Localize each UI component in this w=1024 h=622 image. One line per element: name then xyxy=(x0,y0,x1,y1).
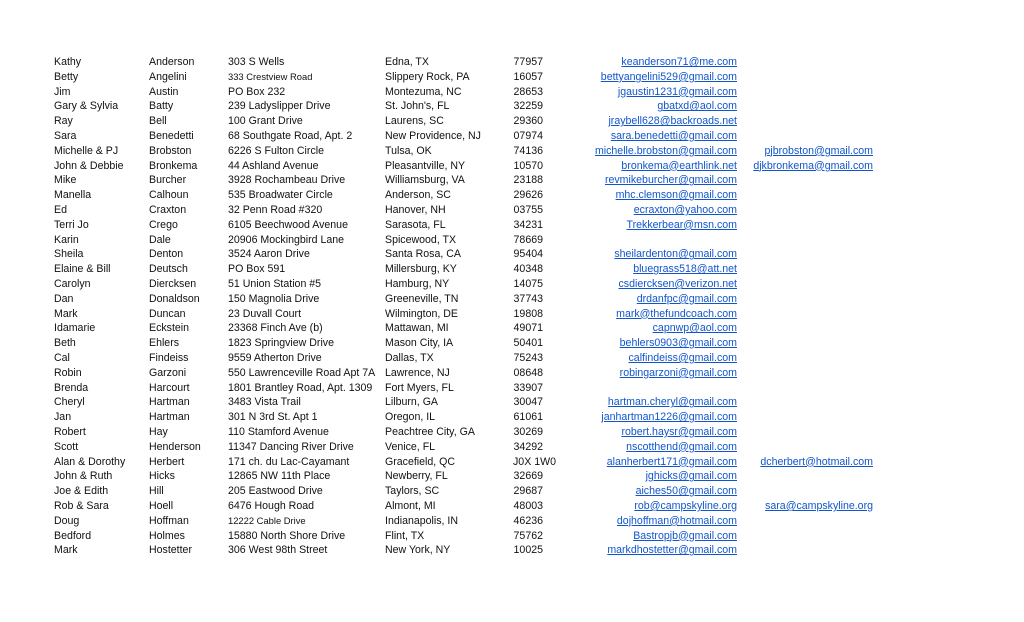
address-cell: 205 Eastwood Drive xyxy=(228,485,323,498)
address-cell: 6105 Beechwood Avenue xyxy=(228,218,348,231)
first-name-cell: Jan xyxy=(54,411,72,424)
table-row xyxy=(0,514,1024,529)
first-name-cell: Robert xyxy=(54,425,86,438)
zip-cell: 75762 xyxy=(513,529,543,542)
zip-cell: 37743 xyxy=(513,292,543,305)
address-cell: 23368 Finch Ave (b) xyxy=(228,322,323,335)
last-name-cell: Deutsch xyxy=(149,263,188,276)
first-name-cell: Gary & Sylvia xyxy=(54,100,119,113)
first-name-cell: Ray xyxy=(54,115,73,128)
last-name-cell: Crego xyxy=(149,218,178,231)
last-name-cell: Garzoni xyxy=(149,366,187,379)
table-row xyxy=(0,129,1024,144)
first-name-cell: Idamarie xyxy=(54,322,96,335)
zip-cell: 50401 xyxy=(513,337,543,350)
email-link[interactable]: bluegrass518@att.net xyxy=(633,263,737,276)
email-link[interactable]: janhartman1226@gmail.com xyxy=(601,411,737,424)
last-name-cell: Austin xyxy=(149,85,179,98)
first-name-cell: Kathy xyxy=(54,56,82,68)
city-state-cell: Lilburn, GA xyxy=(385,396,438,409)
last-name-cell: Duncan xyxy=(149,307,186,320)
first-name-cell: Karin xyxy=(54,233,79,246)
city-state-cell: Newberry, FL xyxy=(385,470,448,483)
first-name-cell: Elaine & Bill xyxy=(54,263,111,276)
city-state-cell: Venice, FL xyxy=(385,440,436,453)
first-name-cell: Mark xyxy=(54,307,78,320)
address-cell: 11347 Dancing River Drive xyxy=(228,440,354,453)
email-link[interactable]: mhc.clemson@gmail.com xyxy=(615,189,737,202)
city-state-cell: Indianapolis, IN xyxy=(385,514,459,527)
zip-cell: 07974 xyxy=(513,129,543,142)
address-cell: 51 Union Station #5 xyxy=(228,277,322,290)
table-row xyxy=(0,292,1024,307)
address-cell: 303 S Wells xyxy=(228,56,285,68)
city-state-cell: Anderson, SC xyxy=(385,189,451,202)
email-link[interactable]: capnwp@aol.com xyxy=(652,322,737,335)
table-row xyxy=(0,262,1024,277)
table-row xyxy=(0,425,1024,440)
zip-cell: 77957 xyxy=(513,56,543,68)
address-cell: 1801 Brantley Road, Apt. 1309 xyxy=(228,381,373,394)
secondary-email-link[interactable]: dcherbert@hotmail.com xyxy=(760,455,873,468)
first-name-cell: Cal xyxy=(54,351,70,364)
first-name-cell: Bedford xyxy=(54,529,92,542)
table-row xyxy=(0,484,1024,499)
zip-cell: 19808 xyxy=(513,307,543,320)
city-state-cell: Williamsburg, VA xyxy=(385,174,465,187)
city-state-cell: Taylors, SC xyxy=(385,485,440,498)
last-name-cell: Holmes xyxy=(149,529,185,542)
table-row xyxy=(0,85,1024,100)
last-name-cell: Findeiss xyxy=(149,351,189,364)
address-cell: 6226 S Fulton Circle xyxy=(228,144,324,157)
zip-cell: 46236 xyxy=(513,514,543,527)
last-name-cell: Hartman xyxy=(149,396,190,409)
last-name-cell: Eckstein xyxy=(149,322,190,335)
zip-cell: 10570 xyxy=(513,159,543,172)
table-row xyxy=(0,395,1024,410)
zip-cell: 74136 xyxy=(513,144,543,157)
city-state-cell: Edna, TX xyxy=(385,56,429,68)
city-state-cell: Montezuma, NC xyxy=(385,85,462,98)
email-link[interactable]: behlers0903@gmail.com xyxy=(619,337,737,350)
city-state-cell: Oregon, IL xyxy=(385,411,436,424)
first-name-cell: Mark xyxy=(54,544,78,557)
email-link[interactable]: jghicks@gmail.com xyxy=(645,470,737,483)
last-name-cell: Herbert xyxy=(149,455,185,468)
last-name-cell: Bell xyxy=(149,115,167,128)
address-cell: 306 West 98th Street xyxy=(228,544,328,557)
city-state-cell: Fort Myers, FL xyxy=(385,381,454,394)
table-row xyxy=(0,277,1024,292)
last-name-cell: Calhoun xyxy=(149,189,189,202)
email-link[interactable]: mark@thefundcoach.com xyxy=(616,307,737,320)
address-cell: 15880 North Shore Drive xyxy=(228,529,346,542)
table-row xyxy=(0,529,1024,544)
email-link[interactable]: rob@campskyline.org xyxy=(634,499,737,512)
email-link[interactable]: nscotthend@gmail.com xyxy=(626,440,737,453)
city-state-cell: Mattawan, MI xyxy=(385,322,449,335)
email-link[interactable]: markdhostetter@gmail.com xyxy=(607,544,737,557)
table-row xyxy=(0,336,1024,351)
zip-cell: 49071 xyxy=(513,322,543,335)
zip-cell: 75243 xyxy=(513,351,543,364)
directory-table xyxy=(0,55,1024,558)
last-name-cell: Donaldson xyxy=(149,292,200,305)
email-link[interactable]: aiches50@gmail.com xyxy=(635,485,737,498)
table-row xyxy=(0,351,1024,366)
table-row xyxy=(0,307,1024,322)
city-state-cell: Wilmington, DE xyxy=(385,307,458,320)
zip-cell: 30047 xyxy=(513,396,543,409)
address-cell: 535 Broadwater Circle xyxy=(228,189,333,202)
table-row xyxy=(0,173,1024,188)
first-name-cell: John & Ruth xyxy=(54,470,113,483)
address-cell: 171 ch. du Lac-Cayamant xyxy=(228,455,350,468)
city-state-cell: Almont, MI xyxy=(385,499,436,512)
table-row xyxy=(0,114,1024,129)
last-name-cell: Brobston xyxy=(149,144,192,157)
city-state-cell: Peachtree City, GA xyxy=(385,425,475,438)
first-name-cell: Alan & Dorothy xyxy=(54,455,126,468)
city-state-cell: Santa Rosa, CA xyxy=(385,248,461,261)
last-name-cell: Batty xyxy=(149,100,174,113)
secondary-email-link[interactable]: pjbrobston@gmail.com xyxy=(764,144,873,157)
first-name-cell: Cheryl xyxy=(54,396,85,409)
secondary-email-link[interactable]: sara@campskyline.org xyxy=(765,499,873,512)
address-cell: 1823 Springview Drive xyxy=(228,337,334,350)
city-state-cell: Mason City, IA xyxy=(385,337,454,350)
last-name-cell: Bronkema xyxy=(149,159,198,172)
email-link[interactable]: csdiercksen@verizon.net xyxy=(618,277,737,290)
table-row xyxy=(0,144,1024,159)
first-name-cell: Scott xyxy=(54,440,79,453)
zip-cell: 03755 xyxy=(513,203,543,216)
email-link[interactable]: jraybell628@backroads.net xyxy=(608,115,737,128)
address-cell: 44 Ashland Avenue xyxy=(228,159,319,172)
zip-cell: 34231 xyxy=(513,218,543,231)
zip-cell: 29687 xyxy=(513,485,543,498)
city-state-cell: Slippery Rock, PA xyxy=(385,70,470,83)
address-cell: 301 N 3rd St. Apt 1 xyxy=(228,411,318,424)
last-name-cell: Denton xyxy=(149,248,184,261)
email-link[interactable]: calfindeiss@gmail.com xyxy=(628,351,737,364)
address-cell: 239 Ladyslipper Drive xyxy=(228,100,331,113)
zip-cell: 16057 xyxy=(513,70,543,83)
table-row xyxy=(0,366,1024,381)
first-name-cell: Michelle & PJ xyxy=(54,144,119,157)
zip-cell: 10025 xyxy=(513,544,543,557)
zip-cell: 29360 xyxy=(513,115,543,128)
city-state-cell: Spicewood, TX xyxy=(385,233,457,246)
table-row xyxy=(0,247,1024,262)
email-link[interactable]: michelle.brobston@gmail.com xyxy=(594,144,737,157)
first-name-cell: Carolyn xyxy=(54,277,91,290)
address-cell: 6476 Hough Road xyxy=(228,499,314,512)
table-row xyxy=(0,410,1024,425)
city-state-cell: Dallas, TX xyxy=(385,351,434,364)
last-name-cell: Hoffman xyxy=(149,514,189,527)
city-state-cell: Pleasantville, NY xyxy=(385,159,466,172)
table-row xyxy=(0,440,1024,455)
city-state-cell: St. John's, FL xyxy=(385,100,450,113)
table-row xyxy=(0,499,1024,514)
table-row xyxy=(0,233,1024,248)
address-cell: 32 Penn Road #320 xyxy=(228,203,323,216)
email-link[interactable]: gbatxd@aol.com xyxy=(657,100,737,113)
table-row xyxy=(0,543,1024,558)
zip-cell: 95404 xyxy=(513,248,543,261)
first-name-cell: Sheila xyxy=(54,248,84,261)
table-row xyxy=(0,469,1024,484)
last-name-cell: Hicks xyxy=(149,470,175,483)
city-state-cell: Gracefield, QC xyxy=(385,455,456,468)
email-link[interactable]: revmikeburcher@gmail.com xyxy=(604,174,737,187)
last-name-cell: Angelini xyxy=(149,70,187,83)
last-name-cell: Dale xyxy=(149,233,171,246)
city-state-cell: Laurens, SC xyxy=(385,115,444,128)
address-cell: 23 Duvall Court xyxy=(228,307,302,320)
zip-cell: 30269 xyxy=(513,425,543,438)
address-cell: 3483 Vista Trail xyxy=(228,396,301,409)
table-row xyxy=(0,159,1024,174)
email-link[interactable]: sara.benedetti@gmail.com xyxy=(610,129,737,142)
city-state-cell: Hanover, NH xyxy=(385,203,446,216)
last-name-cell: Hartman xyxy=(149,411,190,424)
first-name-cell: Manella xyxy=(54,189,92,202)
zip-cell: 48003 xyxy=(513,499,543,512)
email-link[interactable]: bettyangelini529@gmail.com xyxy=(600,70,737,83)
first-name-cell: Brenda xyxy=(54,381,89,394)
table-row xyxy=(0,381,1024,396)
zip-cell: 33907 xyxy=(513,381,543,394)
last-name-cell: Benedetti xyxy=(149,129,194,142)
last-name-cell: Ehlers xyxy=(149,337,180,350)
email-link[interactable]: ecraxton@yahoo.com xyxy=(633,203,737,216)
address-cell: 9559 Atherton Drive xyxy=(228,351,322,364)
table-row xyxy=(0,55,1024,70)
table-row xyxy=(0,203,1024,218)
city-state-cell: Millersburg, KY xyxy=(385,263,457,276)
address-cell: 12865 NW 11th Place xyxy=(228,470,331,483)
zip-cell: 28653 xyxy=(513,85,543,98)
email-link[interactable]: Trekkerbear@msn.com xyxy=(626,218,737,231)
zip-cell: J0X 1W0 xyxy=(513,455,556,468)
address-cell: 150 Magnolia Drive xyxy=(228,292,320,305)
first-name-cell: Betty xyxy=(54,70,79,83)
secondary-email-link[interactable]: djkbronkema@gmail.com xyxy=(753,159,873,172)
address-cell: PO Box 591 xyxy=(228,263,286,276)
first-name-cell: Rob & Sara xyxy=(54,499,109,512)
city-state-cell: New Providence, NJ xyxy=(385,129,481,142)
zip-cell: 78669 xyxy=(513,233,543,246)
email-link[interactable]: drdanfpc@gmail.com xyxy=(636,292,737,305)
last-name-cell: Henderson xyxy=(149,440,201,453)
address-cell: 68 Southgate Road, Apt. 2 xyxy=(228,129,353,142)
first-name-cell: Ed xyxy=(54,203,67,216)
last-name-cell: Craxton xyxy=(149,203,187,216)
last-name-cell: Harcourt xyxy=(149,381,190,394)
table-row xyxy=(0,321,1024,336)
address-cell: 550 Lawrenceville Road Apt 7A xyxy=(228,366,376,379)
first-name-cell: Terri Jo xyxy=(54,218,89,231)
first-name-cell: John & Debbie xyxy=(54,159,124,172)
address-cell: PO Box 232 xyxy=(228,85,286,98)
first-name-cell: Joe & Edith xyxy=(54,485,109,498)
table-row xyxy=(0,188,1024,203)
first-name-cell: Beth xyxy=(54,337,76,350)
last-name-cell: Hoell xyxy=(149,499,174,512)
address-cell: 3928 Rochambeau Drive xyxy=(228,174,346,187)
city-state-cell: Tulsa, OK xyxy=(385,144,432,157)
zip-cell: 23188 xyxy=(513,174,543,187)
city-state-cell: Flint, TX xyxy=(385,529,425,542)
table-row xyxy=(0,455,1024,470)
city-state-cell: Hamburg, NY xyxy=(385,277,450,290)
zip-cell: 29626 xyxy=(513,189,543,202)
zip-cell: 08648 xyxy=(513,366,543,379)
last-name-cell: Hill xyxy=(149,485,164,498)
table-row xyxy=(0,218,1024,233)
last-name-cell: Diercksen xyxy=(149,277,197,290)
city-state-cell: Lawrence, NJ xyxy=(385,366,450,379)
address-cell: 3524 Aaron Drive xyxy=(228,248,310,261)
table-row xyxy=(0,70,1024,85)
email-link[interactable]: sheilardenton@gmail.com xyxy=(614,248,737,261)
city-state-cell: Greeneville, TN xyxy=(385,292,459,305)
city-state-cell: New York, NY xyxy=(385,544,451,557)
zip-cell: 34292 xyxy=(513,440,543,453)
first-name-cell: Doug xyxy=(54,514,80,527)
last-name-cell: Anderson xyxy=(149,56,195,68)
email-link[interactable]: bronkema@earthlink.net xyxy=(621,159,737,172)
first-name-cell: Robin xyxy=(54,366,82,379)
first-name-cell: Jim xyxy=(54,85,71,98)
email-link[interactable]: dojhoffman@hotmail.com xyxy=(616,514,737,527)
email-link[interactable]: alanherbert171@gmail.com xyxy=(606,455,737,468)
last-name-cell: Burcher xyxy=(149,174,187,187)
address-cell: 12222 Cable Drive xyxy=(228,514,306,526)
zip-cell: 14075 xyxy=(513,277,543,290)
table-row xyxy=(0,99,1024,114)
zip-cell: 61061 xyxy=(513,411,543,424)
email-link[interactable]: robert.haysr@gmail.com xyxy=(621,425,737,438)
last-name-cell: Hostetter xyxy=(149,544,192,557)
zip-cell: 32669 xyxy=(513,470,543,483)
first-name-cell: Mike xyxy=(54,174,77,187)
email-link[interactable]: keanderson71@me.com xyxy=(621,56,737,68)
first-name-cell: Sara xyxy=(54,129,77,142)
last-name-cell: Hay xyxy=(149,425,168,438)
city-state-cell: Sarasota, FL xyxy=(385,218,446,231)
email-link[interactable]: hartman.cheryl@gmail.com xyxy=(607,396,737,409)
address-cell: 100 Grant Drive xyxy=(228,115,303,128)
first-name-cell: Dan xyxy=(54,292,74,305)
address-cell: 20906 Mockingbird Lane xyxy=(228,233,345,246)
zip-cell: 40348 xyxy=(513,263,543,276)
address-cell: 333 Crestview Road xyxy=(228,70,313,82)
email-link[interactable]: robingarzoni@gmail.com xyxy=(619,366,737,379)
email-link[interactable]: Bastropjb@gmail.com xyxy=(633,529,737,542)
address-cell: 110 Stamford Avenue xyxy=(228,425,329,438)
email-link[interactable]: jgaustin1231@gmail.com xyxy=(617,85,737,98)
zip-cell: 32259 xyxy=(513,100,543,113)
